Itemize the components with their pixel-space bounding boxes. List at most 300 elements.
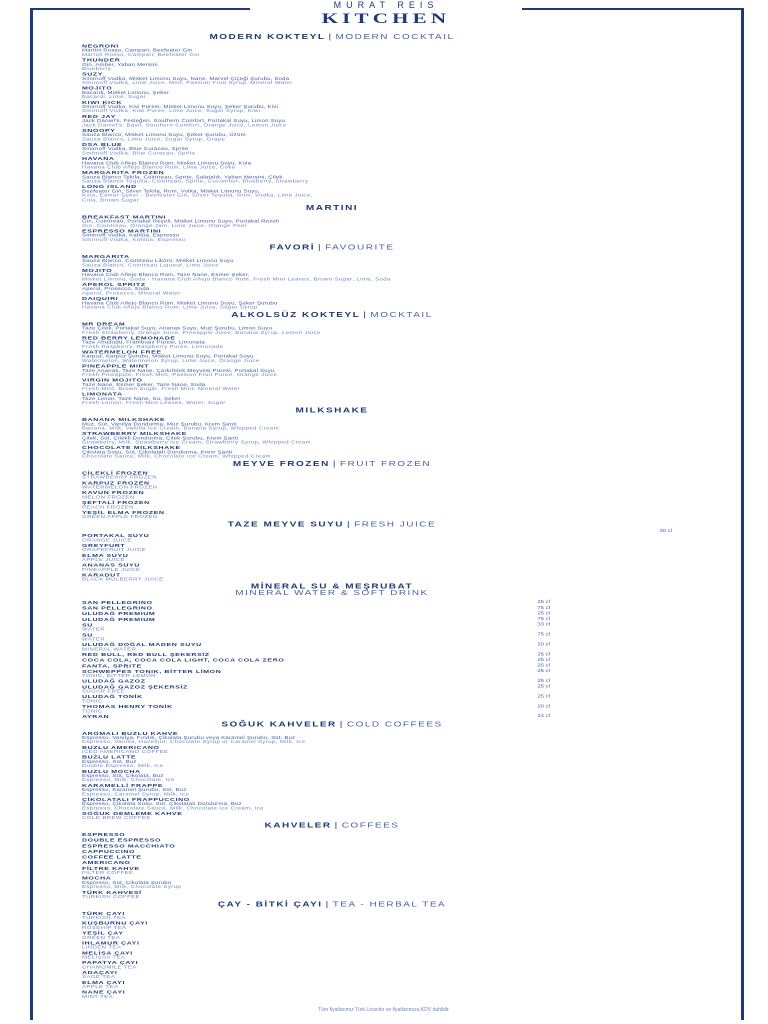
item-en: Double Espresso, Milk, Ice [82, 764, 164, 769]
item-en: MINT TEA [82, 995, 113, 1000]
menu-section [82, 244, 582, 310]
top-rule-left [30, 8, 250, 10]
menu-item [82, 685, 550, 694]
item-name: FANTA, SPRITE [82, 663, 142, 669]
item-price: 25 cl [537, 600, 550, 605]
item-name: MOJITO [82, 268, 113, 274]
item-name: COFFEE LATTE [82, 855, 142, 861]
item-name: SU [82, 622, 93, 628]
item-en: TURKISH TEA [82, 916, 126, 921]
item-name: LONG ISLAND [82, 184, 137, 190]
item-name: ULUDAĞ GAZOZ ŞEKERSİZ [82, 684, 188, 690]
item-desc: Gin, Amber, Yaban Mersini [82, 62, 158, 68]
menu-item [82, 911, 582, 920]
item-en: Sauza Blanco Tequila, Cointreau, Sprite, Cucumber, Blueberry, Strawberry [82, 179, 309, 184]
item-en: Havana Club Añejo Blanco Rum, Lime Juice, Sugar Syrup [82, 305, 258, 310]
item-desc: Espresso, Süt, Çikolata Şurubu [82, 881, 172, 886]
item-desc: Çilek, Süt, Çilekli Dondurma, Çilek Şurubu, Krem Şanti [82, 436, 239, 441]
section-title [82, 311, 582, 319]
menu-item [82, 617, 550, 622]
brand-top-text: MURAT REIS [333, 0, 439, 10]
item-en: WATERMELON FROZEN [82, 485, 158, 490]
menu-item [82, 833, 582, 838]
item-name: YEŞİL ELMA FROZEN [82, 510, 165, 516]
menu-section [82, 460, 582, 519]
menu-item [82, 714, 550, 719]
item-en: LINDEN TEA [82, 945, 122, 951]
item-name: ESPRESSO MARTINI [82, 228, 162, 234]
menu-item [82, 491, 582, 500]
menu-item [82, 501, 582, 510]
menu-item [82, 432, 582, 445]
menu-item [82, 185, 582, 198]
item-en: TONIC [82, 699, 103, 704]
item-name: ÇİLEKLİ FROZEN [82, 470, 149, 476]
menu-item [82, 990, 582, 999]
menu-item [82, 58, 582, 71]
menu-item [82, 282, 582, 295]
menu-item [82, 876, 582, 889]
item-price: 25 cl [537, 669, 550, 674]
item-name: SAN PELLEGRINO [82, 606, 153, 611]
menu-item [82, 705, 550, 714]
menu-item [82, 573, 582, 582]
item-name: VIRGIN MOJITO [82, 378, 143, 384]
menu-section [82, 407, 582, 459]
item-name: KIWI KICK [82, 100, 123, 106]
item-price: 33 cl [537, 622, 550, 628]
item-en: Fresh Pineapple, Fresh Mint, Passion Fruit Puree, Orange Juice [82, 373, 278, 378]
item-name: MOJITO [82, 86, 113, 92]
item-en: Espresso, Chocolate Sauce, Milk, Chocolate Ice Cream, Ice [82, 806, 264, 811]
menu-item [82, 664, 550, 669]
item-name: DSA BLUE [82, 142, 123, 148]
item-name: THOMAS HENRY TONİK [82, 704, 173, 710]
item-desc: Martini Rosso, Campari, Beefeater Gin [82, 48, 193, 54]
item-desc: Smirnoff Vodka, Kahlúa, Espresso [82, 233, 180, 239]
menu-item [82, 128, 582, 141]
item-en: Cola, Brown Sugar [82, 198, 140, 203]
item-desc: Taze Çilek, Portakal Suyu, Ananas Suyu, Muz Şurubu, Limon Suyu [82, 326, 273, 331]
price-footnote: Tüm fiyatlarımız Türk Lirasıdır ve fiyatlarımıza KDV dahildir. [318, 1007, 450, 1013]
item-name: PORTAKAL SUYU [82, 533, 150, 539]
item-name: RED BULL, RED BULL ŞEKERSİZ [82, 652, 210, 658]
item-name: SCHWEPPES TONIK, BİTTER LİMON [82, 669, 222, 675]
section-title-main: MARTINI [305, 204, 359, 213]
menu-item [82, 695, 550, 704]
item-en: Smirnoff Vodka, Kiwi Puree, Lime Juice, Sugar Syrup, Kiwi [82, 109, 261, 114]
item-en: Fresh Lemon, Fresh Mint Leaves, Water, Sugar [82, 401, 226, 406]
menu-item [82, 941, 582, 950]
item-desc: Espresso, Çikolata Sosu, Süt, Çikolatalı Dondurma, Buz [82, 802, 242, 807]
menu-item [82, 600, 550, 605]
section-title [82, 901, 582, 909]
section-title [82, 204, 582, 212]
section-title-divider: | [332, 460, 337, 469]
item-desc: Smirnoff Vodka, Blue Curacao, Sprite [82, 147, 189, 152]
menu-section [82, 204, 582, 242]
item-name: SAN PELLEGRINO [82, 600, 153, 606]
menu-item [82, 543, 582, 552]
section-title-sub: COLD COFFEES [346, 720, 443, 729]
item-name: SNOOPY [82, 128, 116, 134]
menu-item [82, 481, 582, 490]
menu-item [82, 612, 550, 617]
menu-item [82, 171, 582, 184]
section-title [82, 460, 582, 468]
section-title-divider: | [339, 720, 344, 729]
menu-item [82, 980, 582, 989]
section-title-main: ÇAY - BİTKİ ÇAYI [217, 900, 323, 909]
item-en: Watermelon, Watermelon Syrup, Lime Juice, Orange Juice [82, 359, 260, 364]
item-name: DOUBLE ESPRESSO [82, 838, 162, 844]
item-en: Gin, Cointreau, Orange Jam, Lime Juice, Orange Peel [82, 224, 247, 229]
section-title-sub: TEA - HERBAL TEA [332, 900, 447, 909]
item-en: Strawberry, Milk, Strawberry Ice Cream, Strawberry Syrup, Whipped Cream [82, 440, 312, 445]
item-en: Smirnoff Vodka, Blue Curacao, Sprite [82, 151, 196, 156]
item-name: BUZLU MOCHA [82, 769, 141, 775]
menu-item [82, 633, 550, 642]
menu-section [82, 584, 582, 720]
menu-item [82, 336, 582, 349]
item-price: 25 cl [537, 658, 550, 663]
menu-item [82, 838, 582, 843]
section-title [82, 584, 582, 598]
item-desc: Espresso, Süt, Çikolata, Buz [82, 774, 164, 779]
menu-item [82, 643, 550, 652]
item-name: SOĞUK DEMLEME KAHVE [82, 811, 183, 817]
item-desc: Espresso, Vanilya, Fındık, Çikolata Şurubu veya Karamel Şurubu, Süt, Buz [82, 736, 296, 741]
item-en: ROSEHIP TEA [82, 926, 127, 931]
item-en: Chocolate Sauce, Milk, Chocolate Ice Cream, Whipped Cream [82, 454, 271, 460]
item-name: MARGARITA FROZEN [82, 170, 165, 176]
section-title-main: MODERN KOKTEYL [209, 33, 326, 42]
menu-item [82, 157, 582, 170]
item-en: Martini Rosso, Campari, Beefeater Gin [82, 53, 200, 58]
item-desc: Jack Daniel's, Fesleğen, Southern Comfort, Portakal Suyu, Limon Suyu [82, 119, 286, 124]
item-desc: Taze Nane, Esmer Şeker, Taze Nane, Soda [82, 383, 206, 388]
item-en: SAGE TEA [82, 975, 116, 980]
item-price: 75 cl [537, 617, 550, 622]
menu-item [82, 114, 582, 127]
item-name: ADAÇAYI [82, 970, 118, 976]
item-price: 20 cl [537, 642, 550, 647]
item-en: Sauza Blanco, Lime Juice, Sugar Syrup, Grape [82, 137, 226, 142]
item-name: STRAWBERRY MILKSHAKE [82, 431, 187, 437]
item-price: 25 cl [537, 684, 550, 690]
item-price: 25 cl [537, 679, 550, 684]
item-desc: Espresso, Süt, Buz [82, 760, 137, 765]
section-title-sub: MOCKTAIL [370, 311, 433, 320]
section-title-divider: | [347, 520, 352, 529]
menu-item [82, 669, 550, 678]
menu-item [82, 322, 582, 335]
item-name: ÇİKOLATALI FRAPPUCCINO [82, 797, 190, 803]
menu-item [82, 769, 582, 782]
menu-item [82, 658, 550, 663]
item-name: ULUDAĞ DOĞAL MADEN SUYU [82, 642, 202, 648]
item-desc: Gin, Cointreau, Portakal Reçeli, Misket Limonu Suyu, Portakal Rezeli [82, 219, 280, 225]
item-desc: Taze Ahududu, Frambuaz Püresi, Limonata [82, 340, 205, 346]
menu-item [82, 199, 582, 203]
item-desc: Taze Ananas, Taze Nane, Çarkıfelek Meyvesi Püresi, Portakal Suyu [82, 368, 275, 374]
item-en: FILTER COFFEE [82, 871, 134, 876]
section-title-divider: | [317, 243, 323, 252]
item-en: Espresso, Vanilla, Hazelnut, Chocolate Syrup or Caramel Syrup, Milk, Ice [82, 740, 306, 745]
item-en: Misket Limonu, Soda - Havana Club Añejo Blanco Rum, Fresh Mint Leaves, Brown Sugar, Lime, Soda [82, 277, 391, 282]
menu-item [82, 392, 582, 405]
section-title-sub: FRESH JUICE [354, 520, 437, 529]
item-desc: Smirnoff Vodka, Kivi Püresi, Misket Limonu Suyu, Şeker Şurubu, Kivi [82, 105, 279, 110]
item-name: AROMALI BUZLU KAHVE [82, 731, 179, 737]
item-en: STRAWBERRY FROZEN [82, 475, 158, 481]
section-title-main: FAVORİ [269, 243, 315, 252]
item-name: KARADUT [82, 572, 121, 578]
top-rule-right [522, 8, 744, 10]
item-en: Smirnoff Vodka, Kahlúa, Espresso [82, 238, 186, 243]
menu-item [82, 418, 582, 431]
section-title-sub: MODERN COCKTAIL [335, 33, 455, 42]
item-name: CAPPUCCINO [82, 849, 136, 855]
item-desc: Taze Limon, Taze Nane, Su, Şeker [82, 397, 181, 402]
item-name: BUZLU LATTE [82, 755, 137, 761]
menu-item [82, 534, 582, 543]
item-price: 75 cl [537, 606, 550, 611]
item-en: Aperol, Prosecco, Mineral Water [82, 291, 181, 296]
menu-item [82, 931, 582, 940]
menu-item [82, 970, 582, 979]
menu-item [82, 652, 550, 657]
item-desc: Bacardi, Misket Limonu, Şeker [82, 91, 170, 96]
menu-item [82, 679, 550, 684]
item-desc: Beefeater Gin, Silver Tekila, Rom, Votka, Misket Limonu Suyu, [82, 189, 260, 194]
item-name: MOCHA [82, 876, 112, 882]
menu-item [82, 86, 582, 99]
item-name: HAVANA [82, 156, 115, 162]
item-price: 75 cl [537, 632, 550, 637]
item-price: 20 cl [537, 704, 550, 709]
item-price: 25 cl [537, 652, 550, 657]
item-en: Espresso, Milk, Chocolate Syrup [82, 885, 182, 890]
menu-section [82, 520, 672, 583]
section-title-divider: | [325, 900, 330, 909]
brand-main-text: KITCHEN [321, 11, 451, 27]
menu-item [82, 215, 582, 228]
item-name: DAIQUIRI [82, 296, 119, 302]
brand-logo [250, 0, 522, 26]
section-title [82, 244, 582, 252]
menu-item [82, 745, 582, 754]
item-name: NEGRONI [82, 43, 119, 49]
section-title-divider: | [328, 33, 333, 42]
item-name: COCA COLA, COCA COLA LIGHT, COCA COLA ZERO [82, 658, 285, 664]
menu-item [82, 861, 582, 866]
item-en: CHAMOMILE TEA [82, 965, 137, 970]
menu-item [82, 100, 582, 113]
section-title-sub: COFFEES [341, 822, 400, 830]
menu-item [82, 446, 582, 459]
menu-item [82, 811, 582, 820]
item-en: Sauza Blanco, Cointreau Liqueur, Lime Juice [82, 263, 219, 268]
menu-item [82, 755, 582, 768]
item-desc: Aperol, Prosecco, Soda [82, 287, 150, 292]
menu-item [82, 731, 582, 744]
item-name: PAPATYA ÇAYI [82, 960, 139, 966]
section-title-main: MEYVE FROZEN [232, 460, 330, 469]
section-title [82, 407, 582, 415]
item-en: APPLE JUICE [82, 558, 125, 563]
item-price: 25 cl [537, 611, 550, 616]
item-en: Banana, Milk, Vanilla Ice Cream, Banana Syrup, Whipped Cream [82, 426, 279, 431]
drink-menu [82, 32, 672, 1000]
item-en: MELON FROZEN [82, 495, 135, 500]
serving-size: 30 cl [659, 529, 672, 534]
item-en: BLACK MULBERRY JUICE [82, 577, 164, 583]
item-name: THUNDER [82, 58, 121, 63]
section-title-sub: MINERAL WATER & SOFT DRINK [235, 589, 429, 597]
item-en: Fresh Raspberry, Raspberry Puree, Lemonade [82, 345, 224, 350]
item-name: MARGARITA [82, 254, 130, 260]
section-title-main: ALKOLSÜZ KOKTEYL [231, 311, 361, 320]
item-en: GREEN APPLE FROZEN [82, 515, 158, 520]
item-en: MELISSA TEA [82, 955, 126, 960]
menu-item [82, 268, 582, 281]
menu-item [82, 844, 582, 849]
item-price: 25 cl [537, 663, 550, 668]
menu-section [82, 822, 582, 899]
item-en: APPLE TEA [82, 985, 119, 990]
section-title-main: KAHVELER [264, 822, 332, 830]
item-name: ELMA ÇAYI [82, 980, 125, 986]
item-name: ANANAS SUYU [82, 563, 140, 569]
item-name: AMERICANO [82, 860, 131, 866]
item-name: BUZLU AMERICANO [82, 745, 160, 751]
item-en: Fresh Strawberry, Orange Juice, Pineapple Juice, Banana Syrup, Lemon Juice [82, 330, 321, 336]
item-name: PINEAPPLE MINT [82, 364, 150, 369]
item-name: RED JAY [82, 114, 116, 120]
item-en: Havana Club Añejo Blanco Rum, Lime Juice, Coke [82, 165, 236, 170]
item-en: ICED AMERICANO COFFEE [82, 750, 169, 755]
item-name: KAVUN FROZEN [82, 490, 145, 496]
item-name: ŞEFTALİ FROZEN [82, 500, 150, 506]
item-en: Jack Daniel's, Basil, Southern Comfort, Orange Juice, Lemon Juice [82, 123, 287, 128]
item-name: LIMONATA [82, 392, 123, 398]
section-title-sub: FAVOURITE [325, 243, 395, 252]
menu-item [82, 364, 582, 377]
item-en: PINEAPPLE JUICE [82, 568, 141, 573]
menu-frame-left [30, 8, 33, 1020]
item-name: ELMA SUYU [82, 553, 129, 559]
section-title-main: TAZE MEYVE SUYU [227, 520, 345, 529]
item-name: ULUDAĞ GAZOZ [82, 679, 146, 685]
section-title-main: SOĞUK KAHVELER [221, 720, 337, 729]
item-desc: Çikolata Sosu, Süt, Çikolatalı Dondurma, Krem Şanti [82, 450, 233, 455]
item-desc: Havana Club Añejo Blanco Rom, Misket Limonu Suyu, Şeker Şurubu [82, 301, 278, 306]
menu-frame-right [741, 8, 744, 1020]
menu-item [82, 471, 582, 480]
menu-item [82, 510, 582, 519]
item-name: MR DREAM [82, 321, 126, 327]
menu-section [82, 901, 582, 999]
menu-item [82, 951, 582, 960]
item-desc: Smirnoff Vodka, Misket Limonu Suyu, Nane, Marvel Çiçeği Şurubu, Soda [82, 77, 290, 82]
item-name: RED BERRY LEMONADE [82, 335, 176, 341]
item-en: GREEN TEA [82, 935, 121, 941]
section-title [82, 33, 582, 41]
item-desc: Muz, Süt, Vanilya Dondurma, Muz Şurubu, Krem Şanti [82, 422, 237, 427]
item-en: SUGAR FREE [82, 689, 126, 694]
item-name: SU [82, 632, 93, 638]
item-desc: Sauza Blanco, Misket Limonu Suyu, Şeker Şurubu, Üzüm [82, 133, 246, 138]
menu-item [82, 849, 582, 854]
item-name: WATERMELON FREE [82, 349, 162, 355]
menu-item [82, 72, 582, 85]
menu-item [82, 297, 582, 310]
section-title-divider: | [334, 822, 339, 830]
item-name: APEROL SPRITZ [82, 282, 146, 288]
menu-item [82, 142, 582, 155]
item-en: Fresh Mint, Brown Sugar, Fresh Mint, Mineral Water [82, 387, 241, 392]
item-en: GRAPEFRUIT JUICE [82, 548, 146, 553]
menu-item [82, 623, 550, 632]
section-title [82, 721, 582, 729]
item-desc: Sauza Blanco, Cointreau Likörü, Misket Limonu Suyu [82, 259, 234, 264]
item-desc: Havana Club Añejo Blanco Rom, Misket Limonu Suyu, Kola [82, 161, 252, 166]
item-name: IHLAMUR ÇAYI [82, 940, 140, 946]
item-en: Espresso, Caramel Syrup, Milk, Ice [82, 792, 190, 797]
menu-item [82, 229, 582, 242]
item-name: CHOCOLATE MILKSHAKE [82, 445, 181, 451]
item-en: Kola, Esmer Şeker - Beefeater Gin, Silver Tequila, Rum, Vodka, Lime Juice, [82, 193, 313, 199]
section-title-sub: FRUIT FROZEN [339, 460, 432, 469]
menu-item [82, 378, 582, 391]
menu-item [82, 961, 582, 970]
item-en: Bacardi, Lime, Sugar [82, 95, 147, 100]
item-name: YEŞİL ÇAY [82, 931, 124, 936]
item-en: WATER [82, 627, 105, 633]
item-desc: Karpuz, Karpuz Şurubu, Misket Limonu Suyu, Portakal Suyu [82, 354, 254, 360]
item-name: MELİSA ÇAYI [82, 950, 133, 956]
item-name: ESPRESSO [82, 832, 126, 838]
item-name: ULUDAĞ PREMIUM [82, 611, 156, 617]
item-price: 25 cl [537, 694, 550, 699]
menu-item [82, 350, 582, 363]
section-title-main: MILKSHAKE [295, 406, 369, 415]
item-en: Smirnoff Vodka, Lime Juice, Mint, Passion Fruit Syrup, Mineral Water [82, 81, 293, 86]
item-name: BREAKFAST MARTINI [82, 214, 167, 220]
menu-item [82, 890, 582, 899]
item-name: KARAMELLİ FRAPPE [82, 783, 164, 789]
item-name: AYRAN [82, 714, 110, 720]
menu-item [82, 921, 582, 930]
item-name: TÜRK ÇAYI [82, 911, 125, 917]
menu-item [82, 797, 582, 810]
item-name: TÜRK KAHVESİ [82, 890, 142, 896]
item-name: KUŞBURNU ÇAYI [82, 921, 148, 927]
menu-item [82, 866, 582, 875]
item-en: WATER [82, 637, 105, 642]
item-en: COLD BREW COFFEE [82, 816, 151, 821]
menu-section [82, 311, 582, 405]
section-title-divider: | [363, 311, 368, 320]
item-name: ULUDAĞ PREMIUM [82, 617, 156, 623]
item-en: PEACH FROZEN [82, 505, 134, 510]
item-name: ESPRESSO MACCHIATO [82, 843, 176, 849]
section-title [82, 521, 582, 529]
item-name: KARPUZ FROZEN [82, 480, 150, 486]
item-price: 24 cl [537, 714, 550, 719]
item-name: NANE ÇAYI [82, 990, 126, 996]
